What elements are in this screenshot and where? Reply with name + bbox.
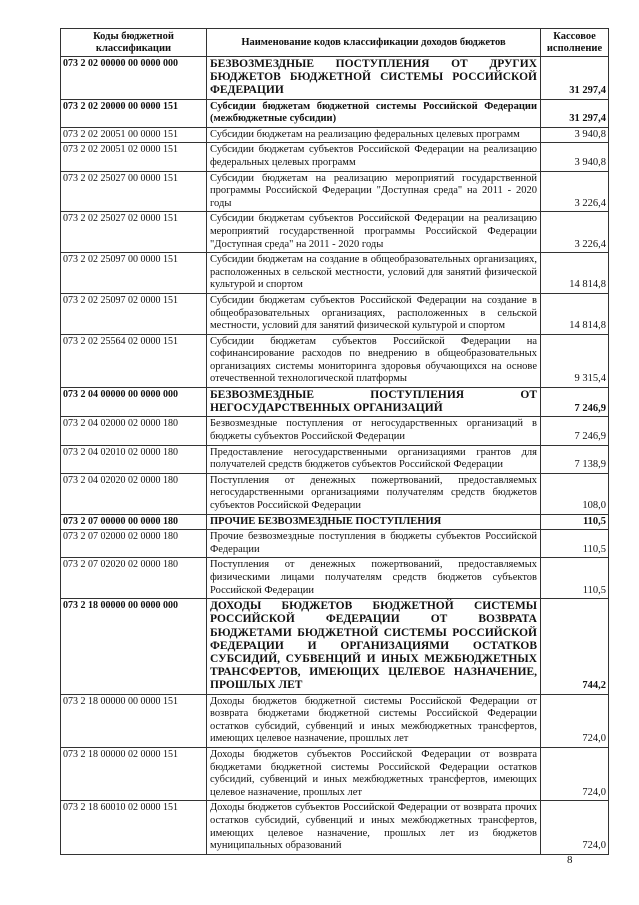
row-code: 073 2 04 02010 02 0000 180 — [61, 445, 207, 473]
row-name: Доходы бюджетов субъектов Российской Федерации от возврата прочих остатков субсидий, субвенций и иных межбюджетных трансфертов, имеющих целевое назначение, прошлых лет из бюджетов муниципальных образований — [207, 801, 541, 854]
row-code: 073 2 02 20051 02 0000 151 — [61, 143, 207, 171]
table-row — [61, 334, 609, 387]
table-row — [61, 212, 609, 253]
row-code: 073 2 02 25027 00 0000 151 — [61, 171, 207, 212]
row-code: 073 2 02 25564 02 0000 151 — [61, 334, 207, 387]
row-code: 073 2 04 02020 02 0000 180 — [61, 473, 207, 514]
row-code: 073 2 18 00000 02 0000 151 — [61, 748, 207, 801]
row-name: Доходы бюджетов бюджетной системы Российской Федерации от возврата бюджетами бюджетной системы Российской Федерации остатков субсидий, субвенций и иных межбюджетных трансфертов, имеющих целевое назначение, прошлых лет — [207, 694, 541, 747]
table-row — [61, 171, 609, 212]
row-code: 073 2 04 00000 00 0000 000 — [61, 388, 207, 417]
row-amount: 724,0 — [541, 801, 609, 854]
row-amount: 110,5 — [541, 558, 609, 599]
table-row — [61, 530, 609, 558]
header-codes: Коды бюджетной классификации — [61, 29, 207, 57]
page-number: 8 — [567, 854, 573, 866]
table-row — [61, 748, 609, 801]
row-name: Субсидии бюджетам на создание в общеобразовательных организациях, расположенных в сельской местности, условий для занятий физической культурой и спортом — [207, 253, 541, 294]
row-amount: 3 940,8 — [541, 127, 609, 143]
row-amount: 31 297,4 — [541, 99, 609, 127]
row-name: ДОХОДЫ БЮДЖЕТОВ БЮДЖЕТНОЙ СИСТЕМЫ РОССИЙСКОЙ ФЕДЕРАЦИИ ОТ ВОЗВРАТА БЮДЖЕТАМИ БЮДЖЕТНОЙ СИСТЕМЫ РОССИЙСКОЙ ФЕДЕРАЦИИ И ОРГАНИЗАЦИЯМИ ОСТАТКОВ СУБСИДИЙ, СУБВЕНЦИЙ И ИНЫХ МЕЖБЮДЖЕТНЫХ ТРАНСФЕРТОВ, ИМЕЮЩИХ ЦЕЛЕВОЕ НАЗНАЧЕНИЕ, ПРОШЛЫХ ЛЕТ — [207, 599, 541, 694]
table-row — [61, 388, 609, 417]
row-name: Субсидии бюджетам бюджетной системы Российской Федерации (межбюджетные субсидии) — [207, 99, 541, 127]
row-code: 073 2 02 25097 00 0000 151 — [61, 253, 207, 294]
table-body — [61, 57, 609, 855]
table-row — [61, 445, 609, 473]
table-header-row — [61, 29, 609, 57]
table-row — [61, 599, 609, 694]
row-code: 073 2 04 02000 02 0000 180 — [61, 417, 207, 445]
row-name: БЕЗВОЗМЕЗДНЫЕ ПОСТУПЛЕНИЯ ОТ ДРУГИХ БЮДЖЕТОВ БЮДЖЕТНОЙ СИСТЕМЫ РОССИЙСКОЙ ФЕДЕРАЦИИ — [207, 57, 541, 100]
row-amount: 724,0 — [541, 748, 609, 801]
row-code: 073 2 18 00000 00 0000 000 — [61, 599, 207, 694]
row-code: 073 2 18 60010 02 0000 151 — [61, 801, 207, 854]
row-amount: 14 814,8 — [541, 293, 609, 334]
row-name: Поступления от денежных пожертвований, предоставляемых физическими лицами получателям средств бюджетов субъектов Российской Федерации — [207, 558, 541, 599]
row-amount: 9 315,4 — [541, 334, 609, 387]
row-amount: 7 138,9 — [541, 445, 609, 473]
row-code: 073 2 02 20000 00 0000 151 — [61, 99, 207, 127]
row-name: Доходы бюджетов субъектов Российской Федерации от возврата бюджетами бюджетной системы Российской Федерации остатков субсидий, субвенций и иных межбюджетных трансфертов, имеющих целевое назначение, прошлых лет — [207, 748, 541, 801]
row-name: Прочие безвозмездные поступления в бюджеты субъектов Российской Федерации — [207, 530, 541, 558]
table-row — [61, 143, 609, 171]
table-row — [61, 694, 609, 747]
document-page — [60, 28, 608, 855]
row-name: ПРОЧИЕ БЕЗВОЗМЕЗДНЫЕ ПОСТУПЛЕНИЯ — [207, 514, 541, 530]
row-code: 073 2 07 02000 02 0000 180 — [61, 530, 207, 558]
row-code: 073 2 02 00000 00 0000 000 — [61, 57, 207, 100]
row-amount: 3 226,4 — [541, 212, 609, 253]
row-amount: 724,0 — [541, 694, 609, 747]
row-name: Безвозмездные поступления от негосударственных организаций в бюджеты субъектов Российской Федерации — [207, 417, 541, 445]
table-row — [61, 253, 609, 294]
table-row — [61, 514, 609, 530]
row-code: 073 2 07 02020 02 0000 180 — [61, 558, 207, 599]
row-name: Субсидии бюджетам субъектов Российской Федерации на реализацию мероприятий государственной программы Российской Федерации "Доступная среда" на 2011 - 2020 годы — [207, 212, 541, 253]
row-amount: 7 246,9 — [541, 388, 609, 417]
row-amount: 7 246,9 — [541, 417, 609, 445]
header-amount: Кассовое исполнение — [541, 29, 609, 57]
row-amount: 14 814,8 — [541, 253, 609, 294]
row-amount: 110,5 — [541, 514, 609, 530]
row-name: Поступления от денежных пожертвований, предоставляемых негосударственными организациями получателям средств бюджетов субъектов Российской Федерации — [207, 473, 541, 514]
row-name: Субсидии бюджетам субъектов Российской Федерации на создание в общеобразовательных организациях, расположенных в сельской местности, условий для занятий физической культурой и спортом — [207, 293, 541, 334]
table-row — [61, 293, 609, 334]
table-row — [61, 801, 609, 854]
row-name: Субсидии бюджетам на реализацию мероприятий государственной программы Российской Федерации "Доступная среда" на 2011 - 2020 годы — [207, 171, 541, 212]
row-code: 073 2 02 25027 02 0000 151 — [61, 212, 207, 253]
row-amount: 3 940,8 — [541, 143, 609, 171]
row-code: 073 2 07 00000 00 0000 180 — [61, 514, 207, 530]
row-name: Предоставление негосударственными организациями грантов для получателей средств бюджетов субъектов Российской Федерации — [207, 445, 541, 473]
table-row — [61, 417, 609, 445]
row-amount: 108,0 — [541, 473, 609, 514]
header-name: Наименование кодов классификации доходов бюджетов — [207, 29, 541, 57]
row-code: 073 2 02 25097 02 0000 151 — [61, 293, 207, 334]
row-amount: 31 297,4 — [541, 57, 609, 100]
row-name: БЕЗВОЗМЕЗДНЫЕ ПОСТУПЛЕНИЯ ОТ НЕГОСУДАРСТВЕННЫХ ОРГАНИЗАЦИЙ — [207, 388, 541, 417]
table-row — [61, 57, 609, 100]
row-amount: 110,5 — [541, 530, 609, 558]
row-amount: 744,2 — [541, 599, 609, 694]
income-table — [60, 28, 609, 855]
table-row — [61, 473, 609, 514]
table-row — [61, 558, 609, 599]
row-code: 073 2 02 20051 00 0000 151 — [61, 127, 207, 143]
row-code: 073 2 18 00000 00 0000 151 — [61, 694, 207, 747]
row-amount: 3 226,4 — [541, 171, 609, 212]
row-name: Субсидии бюджетам субъектов Российской Федерации на реализацию федеральных целевых программ — [207, 143, 541, 171]
table-row — [61, 99, 609, 127]
table-row — [61, 127, 609, 143]
row-name: Субсидии бюджетам субъектов Российской Федерации на софинансирование расходов по внедрению в общеобразовательных организациях системы мониторинга здоровья обучающихся на основе отечественной технологической платформы — [207, 334, 541, 387]
row-name: Субсидии бюджетам на реализацию федеральных целевых программ — [207, 127, 541, 143]
